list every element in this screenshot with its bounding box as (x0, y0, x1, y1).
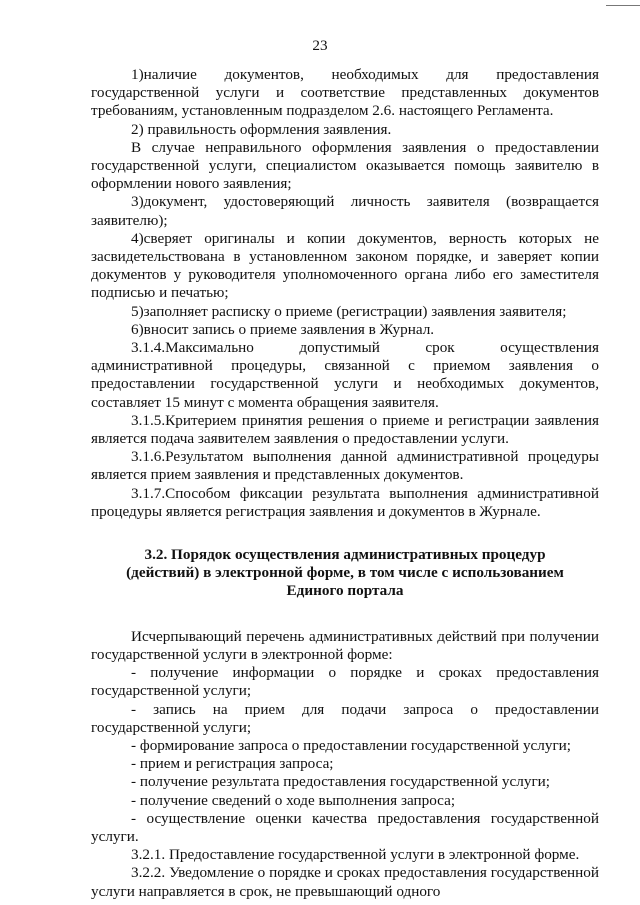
list-item-get-status: - получение сведений о ходе выполнения запроса; (131, 791, 456, 809)
list-item-form-request: - формирование запроса о предоставлении государственной услуги; (131, 736, 572, 754)
paragraph-3-1-4: 3.1.4.Максимально допустимый срок осуществления административной процедуры, связанной с приемом заявления о предоставлении государственной услуги и необходимых документов, составляет 15 минут с момента обращения заявителя. (91, 339, 599, 411)
heading-line: (действий) в электронной форме, в том числе с использованием (126, 564, 564, 582)
list-item-appointment: - запись на прием для подачи запроса о предоставлении государственной услуги; (91, 700, 599, 736)
list-item-receive-register: - прием и регистрация запроса; (131, 755, 334, 773)
paragraph-3-1-5: 3.1.5.Критерием принятия решения о приеме и регистрации заявления является подача заявителем заявления о предоставлении услуги. (91, 411, 599, 448)
paragraph-3-1-6: 3.1.6.Результатом выполнения данной административной процедуры является прием заявления и представленных документов. (91, 448, 599, 484)
paragraph-correct-form: 2) правильность оформления заявления. (131, 120, 392, 138)
page-number: 23 (312, 37, 328, 54)
paragraph-3-2-2: 3.2.2. Уведомление о порядке и сроках предоставления государственной услуги направляется в срок, не превышающий одного (91, 864, 599, 900)
paragraph-actions-intro: Исчерпывающий перечень административных действий при получении государственной услуги в электронной форме: (91, 627, 599, 663)
heading-line: 3.2. Порядок осуществления административных процедур (144, 546, 546, 564)
paragraph-incorrect-form-help: В случае неправильного оформления заявления о предоставлении государственной услуги, специалистом оказывается помощь заявителю в оформлении нового заявления; (91, 138, 599, 193)
heading-line: Единого портала (286, 582, 404, 600)
paragraph-presence-of-documents: 1)наличие документов, необходимых для предоставления государственной услуги и соответствие представленных документов требованиям, установленным подразделом 2.6. настоящего Регламента. (91, 66, 599, 120)
scan-edge-mark (606, 0, 640, 6)
paragraph-identity-document: 3)документ, удостоверяющий личность заявителя (возвращается заявителю); (91, 193, 599, 229)
list-item-quality-assessment: - осуществление оценки качества предоставления государственной услуги. (91, 809, 599, 845)
paragraph-verify-originals: 4)сверяет оригиналы и копии документов, верность которых не засвидетельствована в установленном законом порядке, и заверяет копии документов у руководителя уполномоченного органа либо его заместителя подписью и печатью; (91, 229, 599, 302)
section-heading (91, 546, 599, 601)
list-item-get-result: - получение результата предоставления государственной услуги; (131, 773, 551, 791)
list-item-get-information: - получение информации о порядке и сроках предоставления государственной услуги; (91, 664, 599, 700)
document-body (91, 66, 599, 901)
paragraph-3-2-1: 3.2.1. Предоставление государственной услуги в электронной форме. (131, 846, 580, 864)
paragraph-fill-receipt: 5)заполняет расписку о приеме (регистрации) заявления заявителя; (131, 302, 567, 320)
paragraph-3-1-7: 3.1.7.Способом фиксации результата выполнения административной процедуры является регистрация заявления и документов в Журнале. (91, 484, 599, 520)
paragraph-journal-entry: 6)вносит запись о приеме заявления в Журнал. (131, 320, 435, 338)
